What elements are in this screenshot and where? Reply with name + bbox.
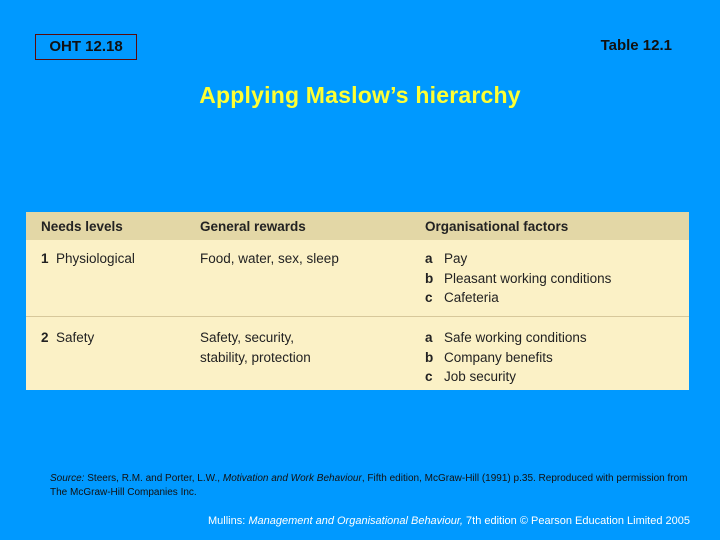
maslow-table [26,212,689,390]
factor-item: a Safe working conditions [425,330,587,345]
need-level-cell [41,328,94,348]
reward-line: stability, protection [200,349,311,365]
table-row [26,317,689,390]
factor-item: c Job security [425,369,517,384]
factors-cell [425,249,611,308]
need-name: Physiological [56,251,135,266]
reward-line: Safety, security, [200,330,295,345]
table-row [26,240,689,317]
table-header [26,212,689,240]
factor-item: b Company benefits [425,349,553,365]
footer-copyright: Mullins: Management and Organisational Behaviour, 7th edition © Pearson Education Limited 2005 [207,515,690,527]
slide-title: Applying Maslow’s hierarchy [199,82,521,108]
rewards-cell [200,249,339,269]
slide-number-box: OHT 12.18 [35,34,137,60]
need-name: Safety [56,330,95,345]
column-header-factors: Organisational factors [425,219,569,234]
factor-item: c Cafeteria [425,290,499,305]
rewards-cell [200,328,311,367]
table-reference: Table 12.1 [600,37,672,54]
column-header-rewards: General rewards [200,219,306,234]
factor-item: b Pleasant working conditions [425,270,612,286]
source-citation: Source: Steers, R.M. and Porter, L.W., Motivation and Work Behaviour, Fifth edition, McGraw-Hill (1991) p.35. Reproduced with permission from The McGraw-Hill Companies Inc. [50,473,688,498]
factors-cell [425,328,587,387]
need-level-cell [41,249,135,269]
factor-item: a Pay [425,251,468,266]
column-header-needs: Needs levels [41,219,123,234]
need-number: 2 [41,330,49,345]
need-number: 1 [41,251,49,266]
reward-line: Food, water, sex, sleep [200,251,339,266]
